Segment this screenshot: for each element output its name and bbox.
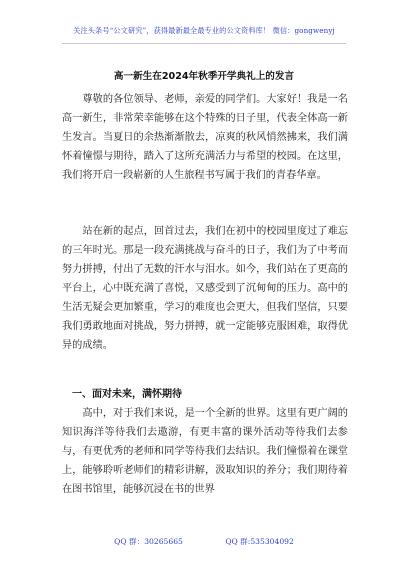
paragraph-future: 高中，对于我们来说，是一个全新的世界。这里有更广阔的知识海洋等待我们去遨游，有更丰富的课外活动等待我们去参与，有更优秀的老师和同学等待我们去结识。我们憧憬着在课堂上，能够聆听老师们的精彩讲解，汲取知识的养分；我们期待着在图书馆里，能够沉浸在书的世界 xyxy=(62,408,348,495)
body-block-1 xyxy=(62,90,348,185)
section-heading: 一、面对未来，满怀期待 xyxy=(72,389,182,400)
footer-contact xyxy=(0,536,408,547)
paragraph-greeting: 尊敬的各位领导、老师，亲爱的同学们。大家好！我是一名高一新生，非常荣幸能够在这个特殊的日子里，代表全体高一新生发言。当夏日的余热渐渐散去，凉爽的秋风悄然拂来，我们满怀着憧憬与期待，踏入了这所充满活力与希望的校园。在这里，我们将开启一段崭新的人生旅程书写属于我们的青春华章。 xyxy=(62,94,348,181)
header-divider xyxy=(62,43,346,44)
footer-qq-group-1: QQ 群：30265665 xyxy=(114,537,183,546)
header-banner: 关注头条号“公文研究”，获得最新最全最专业的公文资料库！ 微信：gongwenyj xyxy=(73,26,335,35)
paragraph-reflection: 站在新的起点，回首过去，我们在初中的校园里度过了难忘的三年时光。那是一段充满挑战与奋斗的日子，我们为了中考而努力拼搏，付出了无数的汗水与泪水。如今，我们站在了更高的平台上，心中既充满了喜悦，又感受到了沉甸甸的压力。高中的生活无疑会更加繁重，学习的难度也会更大，但我们坚信，只要我们勇敢地面对挑战，努力拼搏，就一定能够克服困难，取得优异的成绩。 xyxy=(62,226,348,351)
body-block-2 xyxy=(62,222,348,355)
body-block-3 xyxy=(62,404,348,499)
document-title: 高一新生在2024年秋季开学典礼上的发言 xyxy=(113,71,295,82)
footer-qq-group-2: QQ 群:535304092 xyxy=(225,537,294,546)
